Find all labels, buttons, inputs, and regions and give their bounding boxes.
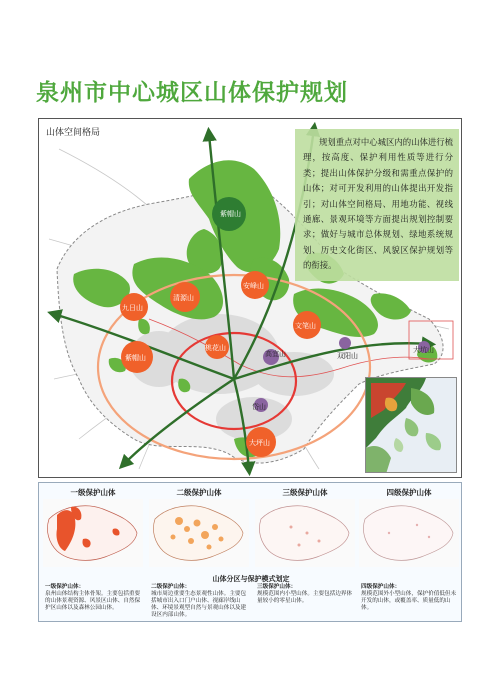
tier-title: 二级保护山体 [176,488,222,497]
tier-description [257,584,357,605]
tier-description [151,584,251,619]
tier-panel [38,482,462,622]
tier-map-4 [359,499,459,567]
tier-body: 城市周边重要生态景观性山体。主要包括城市出入口门户山体、视廊岸线山体、环境景观型自然与景观山体以及建设区内部山体。 [151,591,247,618]
tier-head: 一级保护山体： [45,584,85,590]
mountain-label: 岱山 [252,403,266,411]
tier-map-1 [43,499,143,567]
tier-head: 四级保护山体： [361,584,401,590]
tier-description [45,584,145,612]
inset-elevation-map [365,377,457,473]
mountain-label: 双阳山 [337,352,358,360]
description-box: 规划重点对中心城区内的山体进行梳理，按高度、保护利用性质等进行分类；提出山体保护分级和需重点保护的山体；对可开发利用的山体提出开发指引；对山体空间格局、用地功能、视线通廊、景观环境等方面提出规划控制要求；做好与城市总体规划、绿地系统规划、历史文化街区、风貌区保护规划等的衔接。 [295,129,459,281]
inset-canvas [366,378,457,473]
tier-head: 二级保护山体： [151,584,191,590]
page-title: 泉州市中心城区山体保护规划 [36,80,348,106]
mountain-label: 安峰山 [243,282,264,290]
main-map [38,118,462,478]
tier-body: 规模范围内小型山体。主要包括边界体量较小的零星山体。 [257,591,353,604]
mountain-label: 桃花山 [205,344,226,352]
mountain-label: 紫帽山 [125,354,146,362]
mountain-label: 大坪山 [249,439,270,447]
tier-head: 三级保护山体： [257,584,297,590]
mountain-label: 清源山 [173,294,194,302]
tier-caption: 山体分区与保护模式划定 [212,575,290,583]
marker-shuangyang [339,337,351,349]
tier-body: 泉州山体结构主体骨架。主要包括重要的山体景观资源、风景区山体、自然保护区山体以及森林公园山体。 [45,591,141,611]
mountain-label: 九日山 [122,304,143,312]
mountain-label: 文笔山 [295,322,316,330]
tier-map-2 [149,499,249,567]
mountain-label: 高宜山 [265,350,286,358]
tier-title: 四级保护山体 [386,488,432,497]
map-subtitle: 山体空间格局 [46,128,101,138]
tier-map-3 [255,499,355,567]
tier-title: 三级保护山体 [282,488,328,497]
tier-description [361,584,461,612]
tier-title: 一级保护山体 [70,488,116,497]
mountain-label: 紫帽山 [220,210,241,218]
tier-body: 规模范围外小型山体，保护价值低但未开发的山体，或覆盖率、质量低的山体。 [361,591,457,611]
mountain-label: 大坑山 [413,346,434,354]
